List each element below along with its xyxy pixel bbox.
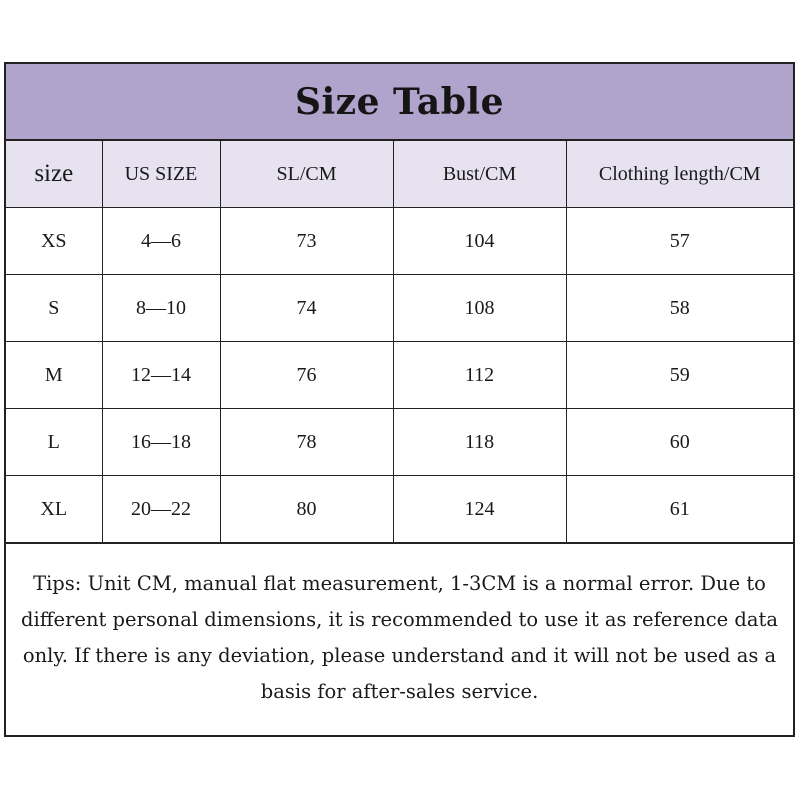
cell-bust: 112 <box>393 342 566 409</box>
cell-bust: 108 <box>393 275 566 342</box>
cell-clothing-length: 61 <box>566 476 793 544</box>
cell-clothing-length: 57 <box>566 208 793 275</box>
header-us-size: US SIZE <box>102 141 220 208</box>
cell-size: M <box>6 342 102 409</box>
table-row <box>6 275 793 342</box>
page-title: Size Table <box>295 80 504 123</box>
header-size: size <box>6 141 102 208</box>
table-row <box>6 476 793 544</box>
table-row <box>6 342 793 409</box>
cell-sl: 74 <box>220 275 393 342</box>
size-table <box>6 141 793 544</box>
cell-bust: 124 <box>393 476 566 544</box>
header-clothing-length: Clothing length/CM <box>566 141 793 208</box>
cell-size: XL <box>6 476 102 544</box>
cell-us-size: 8—10 <box>102 275 220 342</box>
title-bar <box>6 64 793 141</box>
table-row <box>6 208 793 275</box>
cell-size: S <box>6 275 102 342</box>
cell-us-size: 12—14 <box>102 342 220 409</box>
size-table-card <box>4 62 795 737</box>
header-sl: SL/CM <box>220 141 393 208</box>
cell-sl: 76 <box>220 342 393 409</box>
cell-sl: 80 <box>220 476 393 544</box>
cell-bust: 118 <box>393 409 566 476</box>
header-row <box>6 141 793 208</box>
tips-note: Tips: Unit CM, manual flat measurement, 1-3CM is a normal error. Due to different personal dimensions, it is recommended to use it as reference data only. If there is any deviation, please understand and it will not be used as a basis for after-sales service. <box>20 572 778 703</box>
cell-sl: 78 <box>220 409 393 476</box>
cell-bust: 104 <box>393 208 566 275</box>
cell-sl: 73 <box>220 208 393 275</box>
table-row <box>6 409 793 476</box>
cell-clothing-length: 59 <box>566 342 793 409</box>
cell-size: XS <box>6 208 102 275</box>
cell-size: L <box>6 409 102 476</box>
cell-clothing-length: 60 <box>566 409 793 476</box>
cell-clothing-length: 58 <box>566 275 793 342</box>
cell-us-size: 20—22 <box>102 476 220 544</box>
cell-us-size: 4—6 <box>102 208 220 275</box>
header-bust: Bust/CM <box>393 141 566 208</box>
cell-us-size: 16—18 <box>102 409 220 476</box>
